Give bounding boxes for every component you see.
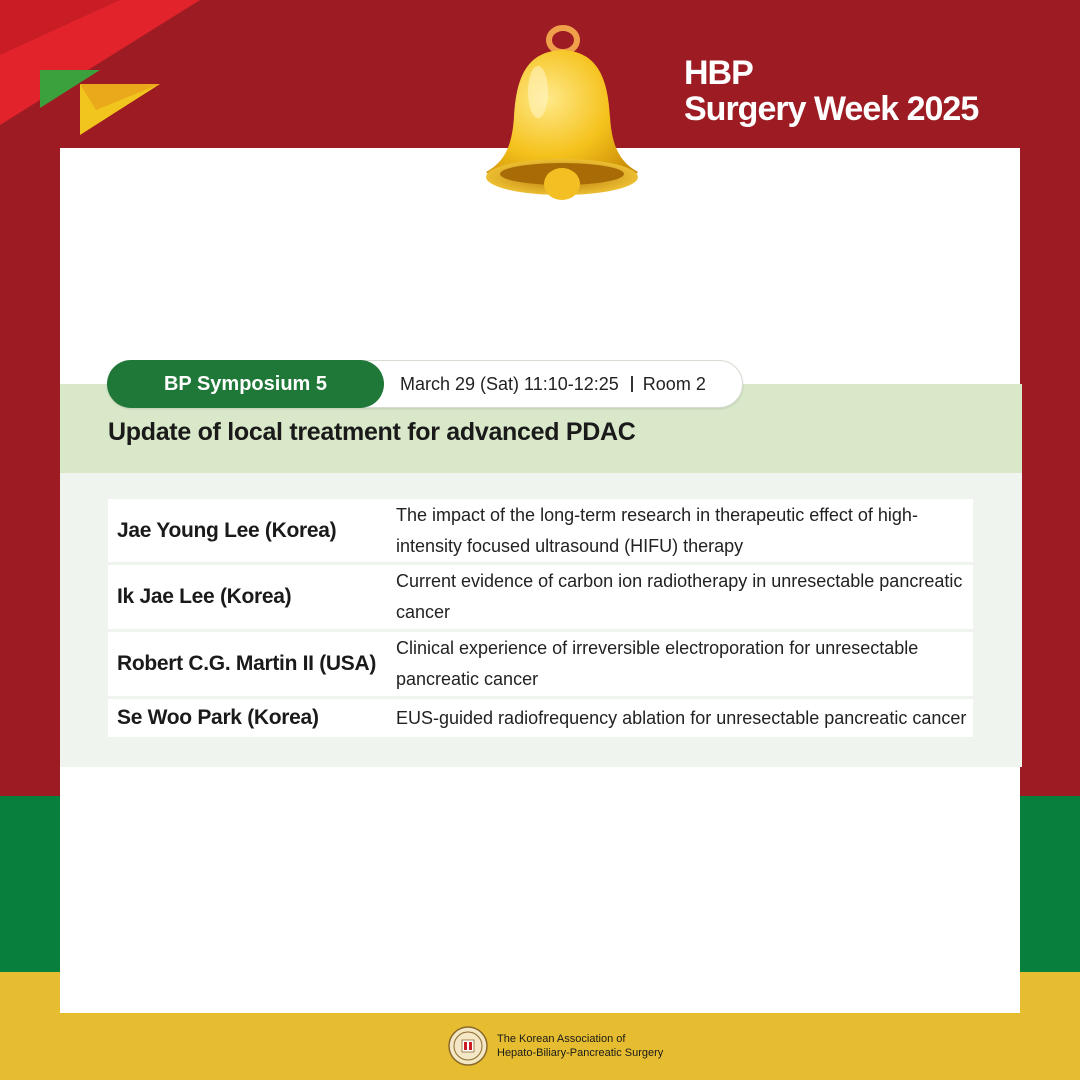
arrow-decoration-icon [0,0,220,150]
talk-topic: Clinical experience of irreversible electroporation for unresectable pancreatic cancer [396,638,919,689]
bell-icon [478,22,644,208]
table-row [108,499,973,562]
speaker-name: Ik Jae Lee (Korea) [117,585,292,608]
organization-name-line1: The Korean Association of [497,1033,626,1045]
talk-topic: Current evidence of carbon ion radiotherapy in unresectable pancreatic cancer [396,571,963,622]
speaker-name: Robert C.G. Martin II (USA) [117,652,377,675]
session-room: Room 2 [642,373,706,394]
speaker-name: Se Woo Park (Korea) [117,706,319,729]
organization-footer [448,1026,663,1066]
table-row [108,699,973,737]
event-brand [684,56,978,126]
table-row [108,632,973,696]
association-seal-icon [448,1026,488,1066]
brand-hbp: HBP [684,54,753,92]
organization-name-line2: Hepato-Biliary-Pancreatic Surgery [497,1047,664,1059]
session-tag: BP Symposium 5 [107,360,384,408]
talk-topic: The impact of the long-term research in therapeutic effect of high-intensity focused ultrasound (HIFU) therapy [396,504,918,556]
brand-surgery-week: Surgery Week 2025 [684,90,979,128]
session-title: Update of local treatment for advanced PDAC [108,418,636,446]
separator [631,376,633,392]
talk-topic: EUS-guided radiofrequency ablation for unresectable pancreatic cancer [396,707,967,728]
talk-table [108,499,973,740]
session-datetime: March 29 (Sat) 11:10-12:25 [400,373,619,394]
session-schedule [400,360,706,408]
table-row [108,565,973,629]
speaker-name: Jae Young Lee (Korea) [117,518,337,542]
organization-name [497,1032,663,1060]
